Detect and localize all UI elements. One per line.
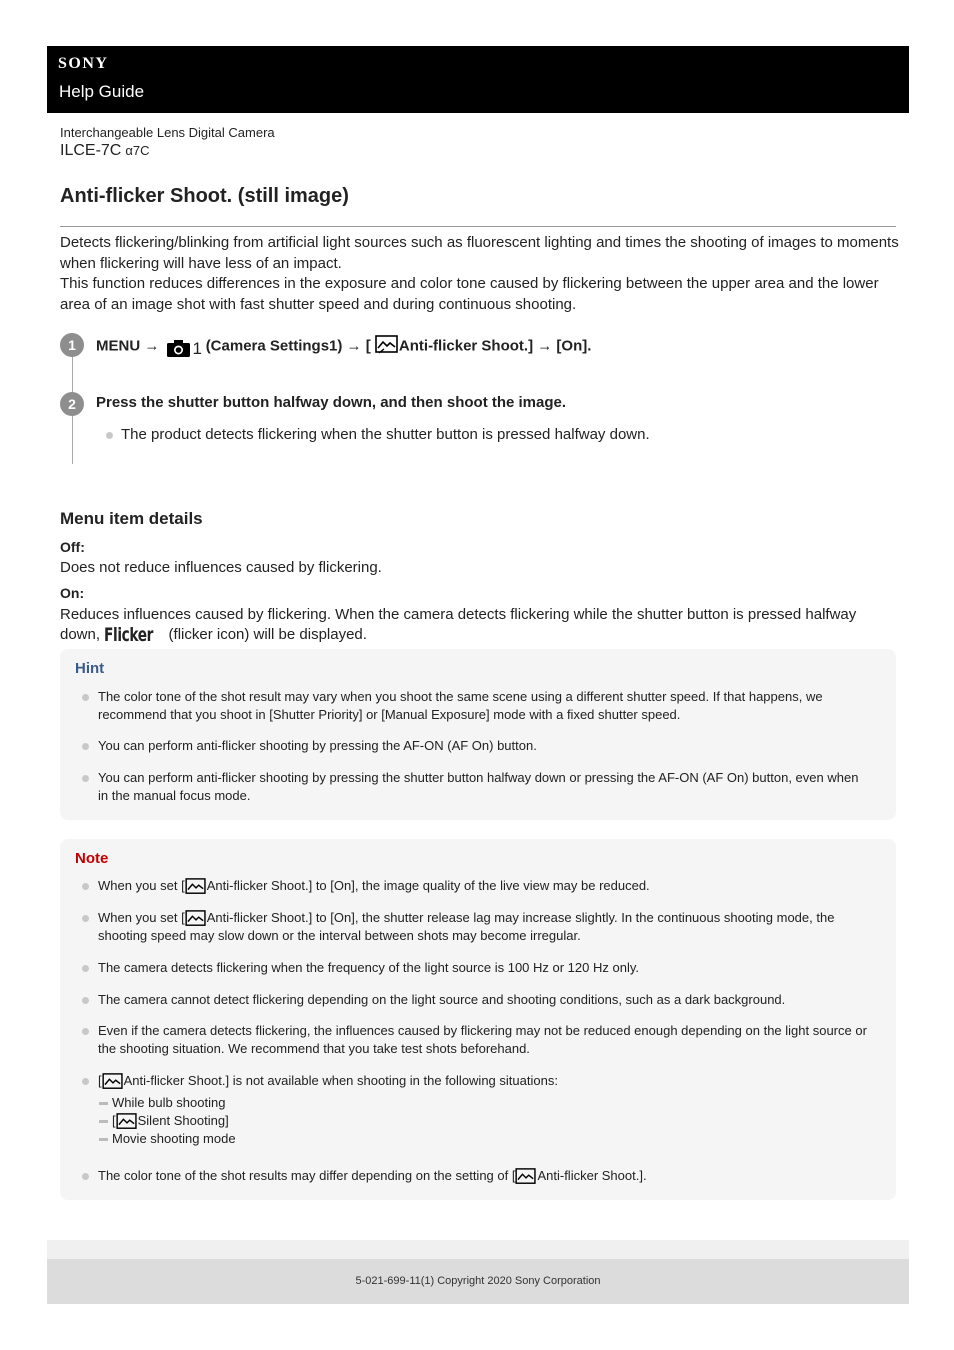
note-item (82, 959, 872, 977)
bullet-dot (82, 694, 89, 701)
page-title: Anti-flicker Shoot. (still image) (60, 185, 349, 207)
note-text-part: When you set [ (98, 878, 185, 893)
footer-band (47, 1240, 909, 1259)
bullet-dot (82, 775, 89, 782)
off-description: Does not reduce influences caused by flickering. (60, 559, 382, 576)
note-subitem-text: Movie shooting mode (112, 1131, 236, 1146)
page-header (47, 46, 909, 113)
note-text (98, 1167, 872, 1185)
note-box (60, 839, 896, 1200)
flicker-icon: Flicker (104, 624, 154, 646)
note-title: Note (75, 850, 109, 867)
off-label: Off: (60, 539, 85, 555)
on-desc-text: (flicker icon) will be displayed. (168, 626, 367, 643)
still-image-icon (102, 1073, 124, 1090)
bullet-dot (82, 965, 89, 972)
bullet-dot (106, 432, 113, 439)
dash-marker (99, 1138, 108, 1141)
model-alias: α7C (125, 143, 150, 158)
still-image-icon (185, 878, 207, 895)
note-text-part: Anti-flicker Shoot.]. (537, 1168, 647, 1183)
on-desc-text: down, (60, 626, 101, 643)
bullet-dot (82, 1173, 89, 1180)
step-1-setting: Anti-flicker Shoot.] → [On]. (398, 337, 592, 355)
step-1-text (96, 335, 591, 358)
sony-logo: SONY (58, 55, 109, 72)
hint-text: You can perform anti-flicker shooting by pressing the AF-ON (AF On) button. (98, 738, 537, 753)
model-number: ILCE-7C (60, 142, 122, 159)
step-1-menu: MENU → (96, 337, 160, 355)
step-2-text: Press the shutter button halfway down, and then shoot the image. (96, 394, 567, 411)
step-2-bullet-text: The product detects flickering when the shutter button is pressed halfway down. (121, 426, 650, 443)
still-image-icon (185, 910, 207, 927)
note-item (82, 877, 872, 895)
hint-item (82, 737, 872, 755)
note-text (98, 877, 872, 895)
hint-item (82, 688, 872, 724)
menu-details-heading: Menu item details (60, 509, 203, 528)
dash-marker (99, 1120, 108, 1123)
product-type: Interchangeable Lens Digital Camera (60, 125, 275, 140)
note-text (98, 909, 872, 945)
on-description-line: Reduces influences caused by flickering. When the camera detects flickering while the shutter button is pressed halfway (60, 606, 857, 623)
note-text-part: Anti-flicker Shoot.] to [On], the shutter release lag may increase slightly. In the continuous shooting mode, the shooting speed may slow down or the interval between shots may become irregular. (98, 910, 835, 944)
on-description (60, 605, 900, 645)
note-text-part: When you set [ (98, 910, 185, 925)
note-subitem-text: Silent Shooting] (137, 1113, 229, 1128)
note-text-part: Anti-flicker Shoot.] is not available when shooting in the following situations: (123, 1073, 558, 1088)
on-description-line (60, 625, 900, 645)
bullet-dot (82, 1078, 89, 1085)
still-image-icon (116, 1113, 138, 1130)
on-label: On: (60, 585, 85, 601)
intro-paragraph: Detects flickering/blinking from artificial light sources such as fluorescent lighting and times the shooting of images to moments when flickering will have less of an impact. (60, 234, 899, 272)
note-subitem (99, 1094, 225, 1112)
page-footer: 5-021-699-11(1) Copyright 2020 Sony Corporation (47, 1259, 909, 1304)
note-item (82, 1022, 872, 1058)
note-text: The camera cannot detect flickering depending on the light source and shooting conditions, such as a dark background. (98, 992, 786, 1007)
hint-item (82, 769, 872, 805)
bullet-dot (82, 915, 89, 922)
note-text-part: The color tone of the shot results may differ depending on the setting of [ (98, 1168, 516, 1183)
hint-text: You can perform anti-flicker shooting by pressing the shutter button halfway down or pressing the AF-ON (AF On) button, even when in the manual focus mode. (98, 770, 859, 803)
bullet-dot (82, 997, 89, 1004)
step-number: 2 (60, 392, 84, 416)
bullet-dot (82, 743, 89, 750)
hint-title: Hint (75, 660, 105, 677)
product-model (60, 142, 150, 160)
hint-box (60, 649, 896, 820)
hint-text: The color tone of the shot result may vary when you shoot the same scene using a different shutter speed. If that happens, we recommend that you shoot in [Shutter Priority] or [Manual Exposure] mode with a fixed shutter speed. (98, 689, 823, 722)
note-item (82, 1167, 872, 1185)
note-text (98, 1072, 872, 1090)
note-text-part: [ (98, 1073, 102, 1088)
still-image-icon (515, 1168, 537, 1185)
bullet-dot (82, 883, 89, 890)
note-subitem (99, 1130, 236, 1148)
note-subitem (99, 1112, 229, 1130)
note-text: The camera detects flickering when the frequency of the light source is 100 Hz or 120 Hz only. (98, 960, 639, 975)
step-1-camera-settings: (Camera Settings1) → [ (205, 337, 371, 355)
intro-paragraph: This function reduces differences in the exposure and color tone caused by flickering between the upper area and the lower area of an image shot with fast shutter speed and during continuous shooting. (60, 275, 879, 313)
note-item (82, 1072, 872, 1090)
note-text: Even if the camera detects flickering, the influences caused by flickering may not be reduced enough depending on the light source or the shooting situation. We recommend that you take test shots beforehand. (98, 1023, 867, 1056)
still-image-icon (375, 335, 399, 358)
bullet-dot (82, 1028, 89, 1035)
title-divider (60, 226, 896, 227)
note-subitem-text: [ (112, 1113, 116, 1128)
note-text-part: Anti-flicker Shoot.] to [On], the image quality of the live view may be reduced. (206, 878, 650, 893)
note-item (82, 909, 872, 945)
note-subitem-text: While bulb shooting (112, 1095, 226, 1110)
note-item (82, 991, 872, 1009)
camera-settings-icon (166, 336, 200, 358)
camera-settings-number: 1 (192, 338, 202, 358)
help-guide-title: Help Guide (59, 82, 145, 101)
intro-text (60, 233, 900, 315)
dash-marker (99, 1102, 108, 1105)
step-2-bullet (106, 426, 650, 443)
step-number: 1 (60, 333, 84, 357)
